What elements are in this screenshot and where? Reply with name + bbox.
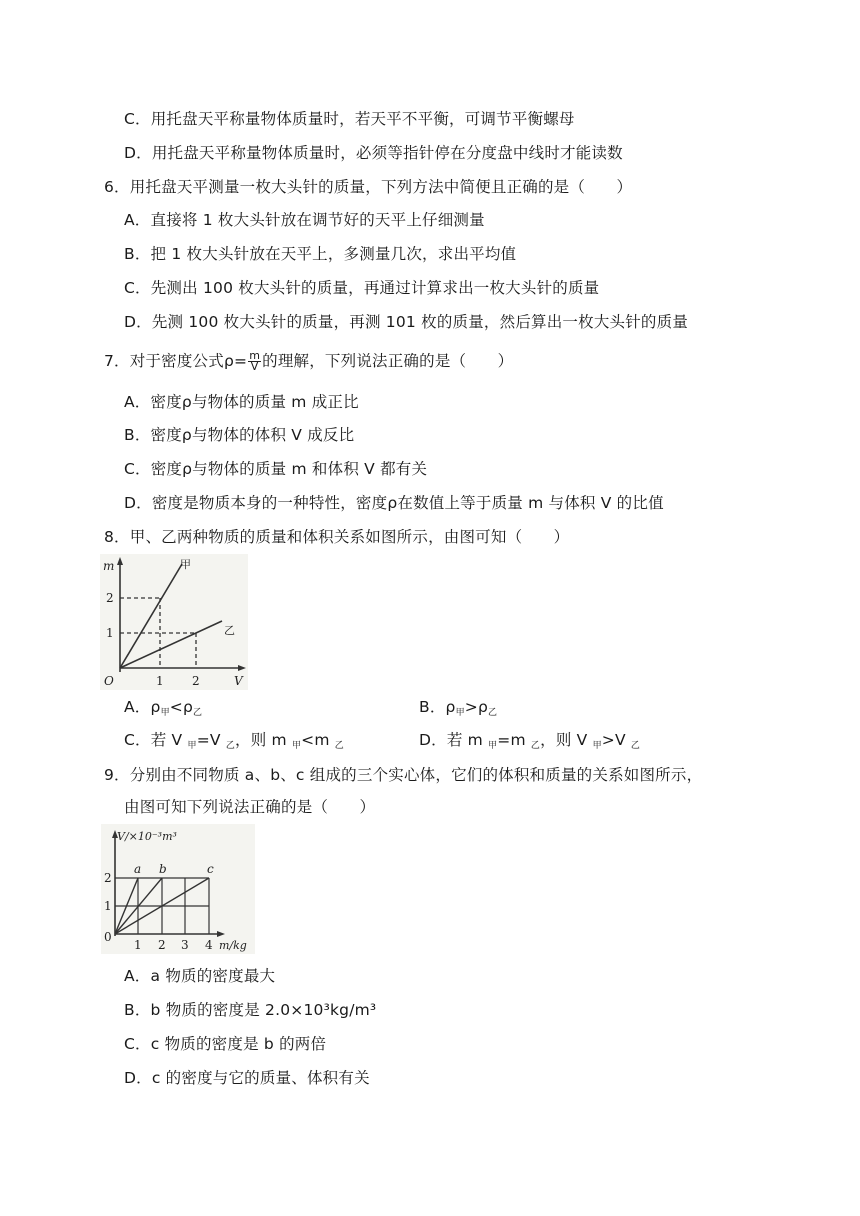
q9-option-c: C．c 物质的密度是 b 的两倍 xyxy=(124,1035,327,1053)
q7-option-d: D．密度是物质本身的一种特性，密度ρ在数值上等于质量 m 与体积 V 的比值 xyxy=(124,494,664,512)
q8-option-b: B．$\rho_甲>\rho_乙$ xyxy=(419,698,498,718)
q9-volume-mass-graph xyxy=(101,824,255,954)
fraction-numerator: m xyxy=(249,349,261,362)
y-tick-1: 1 xyxy=(106,626,114,640)
q5-option-d: D．用托盘天平称量物体质量时，必须等指针停在分度盘中线时才能读数 xyxy=(124,144,623,162)
q7-stem-pre: 7．对于密度公式ρ= xyxy=(104,352,248,370)
q6-option-d: D．先测 100 枚大头针的质量，再测 101 枚的质量，然后算出一枚大头针的质量 xyxy=(124,313,689,331)
origin-label: 0 xyxy=(104,930,112,944)
q9-stem-line2: 由图可知下列说法正确的是（ ） xyxy=(124,798,376,816)
q8-option-a: A．$\rho_甲<\rho_乙$ xyxy=(124,698,203,718)
q7-option-c: C．密度ρ与物体的质量 m 和体积 V 都有关 xyxy=(124,460,428,478)
line-b-label: b xyxy=(159,862,167,876)
q6-option-b: B．把 1 枚大头针放在天平上，多测量几次，求出平均值 xyxy=(124,245,517,263)
line-yi-label: 乙 xyxy=(224,624,235,637)
x-tick-1: 1 xyxy=(156,674,164,688)
q8-option-c: C．若 V $_甲$=V $_乙$，则 m $_甲$<m $_乙$ xyxy=(124,731,344,751)
q6-stem: 6．用托盘天平测量一枚大头针的质量，下列方法中简便且正确的是（ ） xyxy=(104,178,633,196)
q5-option-c: C．用托盘天平称量物体质量时，若天平不平衡，可调节平衡螺母 xyxy=(124,110,575,128)
y-tick-2: 2 xyxy=(106,591,114,605)
q9-option-a: A．a 物质的密度最大 xyxy=(124,967,276,985)
q8-stem: 8．甲、乙两种物质的质量和体积关系如图所示，由图可知（ ） xyxy=(104,528,570,546)
x-tick-4: 4 xyxy=(205,938,213,952)
x-axis-label: V xyxy=(234,674,243,688)
q9-stem-line1: 9．分别由不同物质 a、b、c 组成的三个实心体，它们的体积和质量的关系如图所示， xyxy=(104,766,703,784)
q8-mass-volume-graph xyxy=(100,554,248,690)
density-formula-fraction xyxy=(248,351,261,372)
x-axis-label: m/kg xyxy=(219,939,247,952)
q8-option-d: D．若 m $_甲$=m $_乙$，则 V $_甲$>V $_乙$ xyxy=(419,731,641,751)
x-tick-2: 2 xyxy=(158,938,166,952)
x-tick-3: 3 xyxy=(181,938,189,952)
y-axis-label: V/×10⁻³m³ xyxy=(117,830,177,843)
q7-option-a: A．密度ρ与物体的质量 m 成正比 xyxy=(124,393,359,411)
line-a-label: a xyxy=(134,862,142,876)
q6-option-c: C．先测出 100 枚大头针的质量，再通过计算求出一枚大头针的质量 xyxy=(124,279,600,297)
origin-label: O xyxy=(104,674,114,688)
line-jia-label: 甲 xyxy=(180,558,191,571)
y-tick-2: 2 xyxy=(104,871,112,885)
q9-option-d: D．c 的密度与它的质量、体积有关 xyxy=(124,1069,370,1087)
q7-stem-post: 的理解，下列说法正确的是（ ） xyxy=(262,352,514,370)
graph-background xyxy=(100,554,248,690)
y-tick-1: 1 xyxy=(104,899,112,913)
q9-option-b: B．b 物质的密度是 2.0×10³kg/m³ xyxy=(124,1001,377,1019)
y-axis-label: m xyxy=(103,559,115,573)
x-tick-2: 2 xyxy=(192,674,200,688)
q6-option-a: A．直接将 1 枚大头针放在调节好的天平上仔细测量 xyxy=(124,211,485,229)
line-c-label: c xyxy=(207,862,214,876)
fraction-denominator: V xyxy=(250,360,259,373)
q7-option-b: B．密度ρ与物体的体积 V 成反比 xyxy=(124,426,355,444)
x-tick-1: 1 xyxy=(134,938,142,952)
q7-stem xyxy=(104,351,513,372)
